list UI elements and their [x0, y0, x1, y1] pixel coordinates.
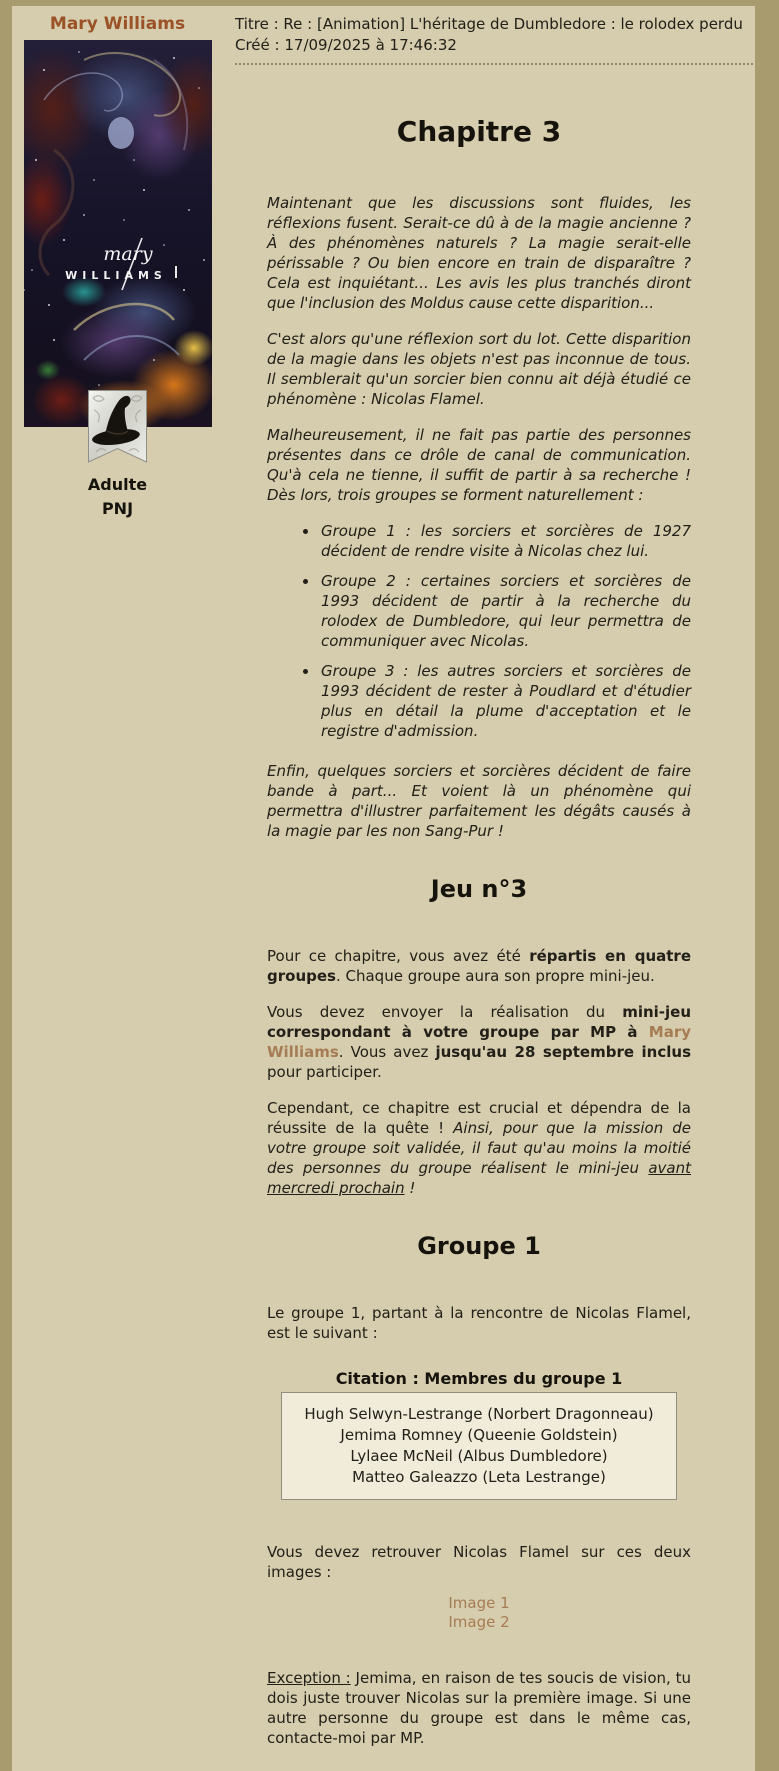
text-segment: Malheureusement, il ne fait pas partie des personnes présentes dans ce drôle de canal de communication. Qu'à cela ne tienne, il suffit de partir à sa recherche ! Dès lors, trois groupes se forment naturellement : [267, 426, 691, 504]
post-paragraph [267, 946, 691, 986]
text-segment: pour participer. [267, 1063, 382, 1081]
avatar-overlay-script: mary [102, 243, 153, 265]
text-segment: . Vous avez [338, 1043, 436, 1061]
text-segment: Enfin, quelques sorciers et sorcières décident de faire bande à part... Et voient là un phénomène qui permettra d'illustrer parfaitement les dégâts causés à la magie par les non Sang-Pur ! [267, 762, 691, 840]
quote-member-line: Lylaee McNeil (Albus Dumbledore) [350, 1447, 608, 1465]
text-segment: Vous devez envoyer la réalisation du [267, 1003, 623, 1021]
post-paragraph [267, 329, 691, 409]
text-segment: avant mercredi prochain [267, 1159, 691, 1197]
text-segment: Vous devez retrouver Nicolas Flamel sur ces deux images : [267, 1543, 691, 1581]
game-heading: Jeu n°3 [430, 875, 528, 903]
author-username[interactable]: Mary Williams [49, 14, 186, 34]
post-frame [12, 6, 755, 1771]
text-segment: mini-jeu correspondant à votre groupe par MP à [267, 1003, 691, 1041]
quote-member-line: Matteo Galeazzo (Leta Lestrange) [352, 1468, 606, 1486]
quote-box [281, 1392, 677, 1500]
post-created: Créé : 17/09/2025 à 17:46:32 [235, 36, 457, 54]
rank-label-adulte: Adulte [87, 475, 148, 494]
post-paragraph [267, 193, 691, 313]
post-main [223, 6, 755, 1764]
chapter-heading: Chapitre 3 [396, 115, 562, 148]
post-paragraph [267, 761, 691, 841]
mary-williams-link[interactable]: Mary Williams [267, 1023, 691, 1061]
post-paragraph [267, 1098, 691, 1198]
text-segment: ! [404, 1179, 416, 1197]
author-panel [12, 6, 223, 518]
avatar-art [24, 40, 212, 427]
rank-label-pnj: PNJ [101, 499, 134, 518]
post-header [235, 14, 753, 65]
image-link[interactable]: Image 1 [448, 1594, 510, 1612]
post-title: Titre : Re : [Animation] L'héritage de Dumbledore : le rolodex perdu [235, 15, 743, 33]
quote-member-line: Jemima Romney (Queenie Goldstein) [340, 1426, 618, 1444]
group-list-item: • Groupe 3 : les autres sorciers et sorcières de 1993 décident de rester à Poudlard et d'étudier plus en détail la plume d'acceptation et le registre d'admission. [319, 661, 691, 741]
image-link[interactable]: Image 2 [448, 1613, 510, 1631]
quote-header: Citation : Membres du groupe 1 [335, 1369, 623, 1388]
avatar-overlay-name: WILLIAMS [64, 269, 167, 282]
text-segment: Maintenant que les discussions sont fluides, les réflexions fusent. Serait-ce dû à de la magie ancienne ? À des phénomènes naturels ? La magie serait-elle périssable ? Ou bien encore en train de disparaître ? Cela est inquiétant... Les avis les plus tranchés diront que l'inclusion des Moldus cause cette disparition... [267, 194, 691, 312]
post-body [235, 115, 753, 1748]
text-segment: jusqu'au 28 septembre inclus [435, 1043, 691, 1061]
text-segment: Exception : [267, 1669, 351, 1687]
text-segment: Cependant, ce chapitre est crucial et dépendra de la réussite de la quête ! [267, 1099, 691, 1137]
image-links [267, 1594, 691, 1632]
forum-post [12, 6, 755, 1764]
post-paragraph [267, 1542, 691, 1582]
post-paragraph [267, 1668, 691, 1748]
witch-hat-icon [88, 390, 147, 463]
text-segment: Ainsi, pour que la mission de votre groupe soit validée, il faut qu'au moins la moitié des personnes du groupe réalisent le mini-jeu [267, 1119, 691, 1177]
post-paragraph [267, 1303, 691, 1343]
rank-badge [88, 390, 147, 463]
text-segment: Pour ce chapitre, vous avez été [267, 947, 530, 965]
text-segment: répartis en quatre groupes [267, 947, 691, 985]
quote-member-line: Hugh Selwyn-Lestrange (Norbert Dragonneau) [304, 1405, 654, 1423]
group-list [267, 521, 691, 741]
post-paragraph [267, 1002, 691, 1082]
post-paragraph [267, 425, 691, 505]
quote-block [267, 1369, 691, 1500]
text-segment: Le groupe 1, partant à la rencontre de Nicolas Flamel, est le suivant : [267, 1304, 691, 1342]
text-segment: . Chaque groupe aura son propre mini-jeu. [335, 967, 655, 985]
avatar[interactable] [24, 40, 212, 427]
group-list-item: • Groupe 1 : les sorciers et sorcières de 1927 décident de rendre visite à Nicolas chez lui. [319, 521, 691, 561]
group-list-item: • Groupe 2 : certaines sorciers et sorcières de 1993 décident de partir à la recherche du rolodex de Dumbledore, qui leur permettra de communiquer avec Nicolas. [319, 571, 691, 651]
text-segment: Jemima, en raison de tes soucis de vision, tu dois juste trouver Nicolas sur la première image. Si une autre personne du groupe est dans le même cas, contacte-moi par MP. [267, 1669, 691, 1747]
text-segment: C'est alors qu'une réflexion sort du lot. Cette disparition de la magie dans les objets n'est pas inconnue de tous. Il semblerait qu'un sorcier bien connu ait déjà étudié ce phénomène : Nicolas Flamel. [267, 330, 691, 408]
group-heading: Groupe 1 [417, 1232, 541, 1260]
